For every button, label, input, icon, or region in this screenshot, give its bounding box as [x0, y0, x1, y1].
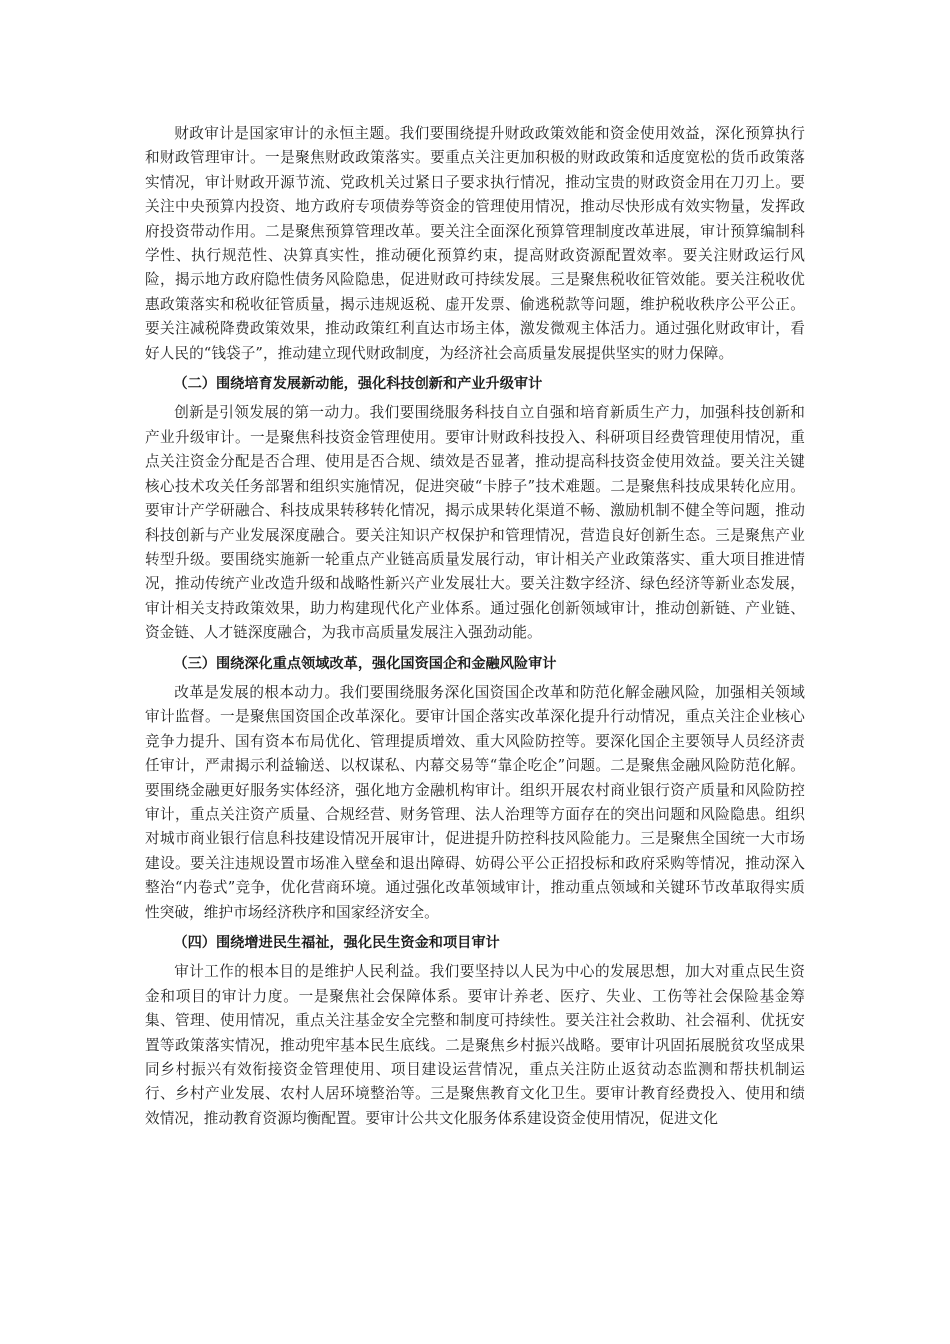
section-heading-2: （二）围绕培育发展新动能，强化科技创新和产业升级审计	[173, 376, 543, 393]
paragraph-livelihood-audit: 审计工作的根本目的是维护人民利益。我们要坚持以人民为中心的发展思想，加大对重点民生资金和项目的审计力度。一是聚焦社会保障体系。要审计养老、医疗、失业、工伤等社会保险基金筹集、管理、使用情况，重点关注基金安全完整和制度可持续性。要关注社会救助、社会福利、优抚安置等政策落实情况，推动兜牢基本民生底线。二是聚焦乡村振兴战略。要审计巩固拓展脱贫攻坚成果同乡村振兴有效衔接资金管理使用、项目建设运营情况，重点关注防止返贫动态监测和帮扶机制运行、乡村产业发展、农村人居环境整治等。三是聚焦教育文化卫生。要审计教育经费投入、使用和绩效情况，推动教育资源均衡配置。要审计公共文化服务体系建设资金使用情况，促进文化	[145, 963, 805, 1127]
section-heading-3: （三）围绕深化重点领域改革，强化国资国企和金融风险审计	[173, 655, 557, 672]
paragraph-innovation-audit: 创新是引领发展的第一动力。我们要围绕服务科技自立自强和培育新质生产力，加强科技创新和产业升级审计。一是聚焦科技资金管理使用。要审计财政科技投入、科研项目经费管理使用情况，重点关注资金分配是否合理、使用是否合规、绩效是否显著，推动提高科技资金使用效益。要关注关键核心技术攻关任务部署和组织实施情况，促进突破“卡脖子”技术难题。二是聚焦科技成果转化应用。要审计产学研融合、科技成果转移转化情况，揭示成果转化渠道不畅、激励机制不健全等问题，推动科技创新与产业发展深度融合。要关注知识产权保护和管理情况，营造良好创新生态。三是聚焦产业转型升级。要围绕实施新一轮重点产业链高质量发展行动，审计相关产业政策落实、重大项目推进情况，推动传统产业改造升级和战略性新兴产业发展壮大。要关注数字经济、绿色经济等新业态发展，审计相关支持政策效果，助力构建现代化产业体系。通过强化创新领域审计，推动创新链、产业链、资金链、人才链深度融合，为我市高质量发展注入强劲动能。	[145, 404, 805, 642]
section-heading-4: （四）围绕增进民生福祉，强化民生资金和项目审计	[173, 935, 500, 951]
document-body	[145, 122, 805, 1131]
paragraph-fiscal-audit: 财政审计是国家审计的永恒主题。我们要围绕提升财政政策效能和资金使用效益，深化预算执行和财政管理审计。一是聚焦财政政策落实。要重点关注更加积极的财政政策和适度宽松的货币政策落实情况，审计财政开源节流、党政机关过紧日子要求执行情况，推动宝贵的财政资金用在刀刃上。要关注中央预算内投资、地方政府专项债券等资金的管理使用情况，推动尽快形成有效实物量，发挥政府投资带动作用。二是聚焦预算管理改革。要关注全面深化预算管理制度改革进展，审计预算编制科学性、执行规范性、决算真实性，推动硬化预算约束，提高财政资源配置效率。要关注财政运行风险，揭示地方政府隐性债务风险隐患，促进财政可持续发展。三是聚焦税收征管效能。要关注税收优惠政策落实和税收征管质量，揭示违规返税、虚开发票、偷逃税款等问题，维护税收秩序公平公正。要关注减税降费政策效果，推动政策红利直达市场主体，激发微观主体活力。通过强化财政审计，看好人民的“钱袋子”，推动建立现代财政制度，为经济社会高质量发展提供坚实的财力保障。	[145, 125, 805, 362]
paragraph-reform-audit: 改革是发展的根本动力。我们要围绕服务深化国资国企改革和防范化解金融风险，加强相关领域审计监督。一是聚焦国资国企改革深化。要审计国企落实改革深化提升行动情况，重点关注企业核心竞争力提升、国有资本布局优化、管理提质增效、重大风险防控等。要深化国企主要领导人员经济责任审计，严肃揭示利益输送、以权谋私、内幕交易等“靠企吃企”问题。二是聚焦金融风险防范化解。要围绕金融更好服务实体经济，强化地方金融机构审计。组织开展农村商业银行资产质量和风险防控审计，重点关注资产质量、合规经营、财务管理、法人治理等方面存在的突出问题和风险隐患。组织对城市商业银行信息科技建设情况开展审计，促进提升防控科技风险能力。三是聚焦全国统一大市场建设。要关注违规设置市场准入壁垒和退出障碍、妨碍公平公正招投标和政府采购等情况，推动深入整治“内卷式”竞争，优化营商环境。通过强化改革领域审计，推动重点领域和关键环节改革取得实质性突破，维护市场经济秩序和国家经济安全。	[145, 683, 805, 921]
